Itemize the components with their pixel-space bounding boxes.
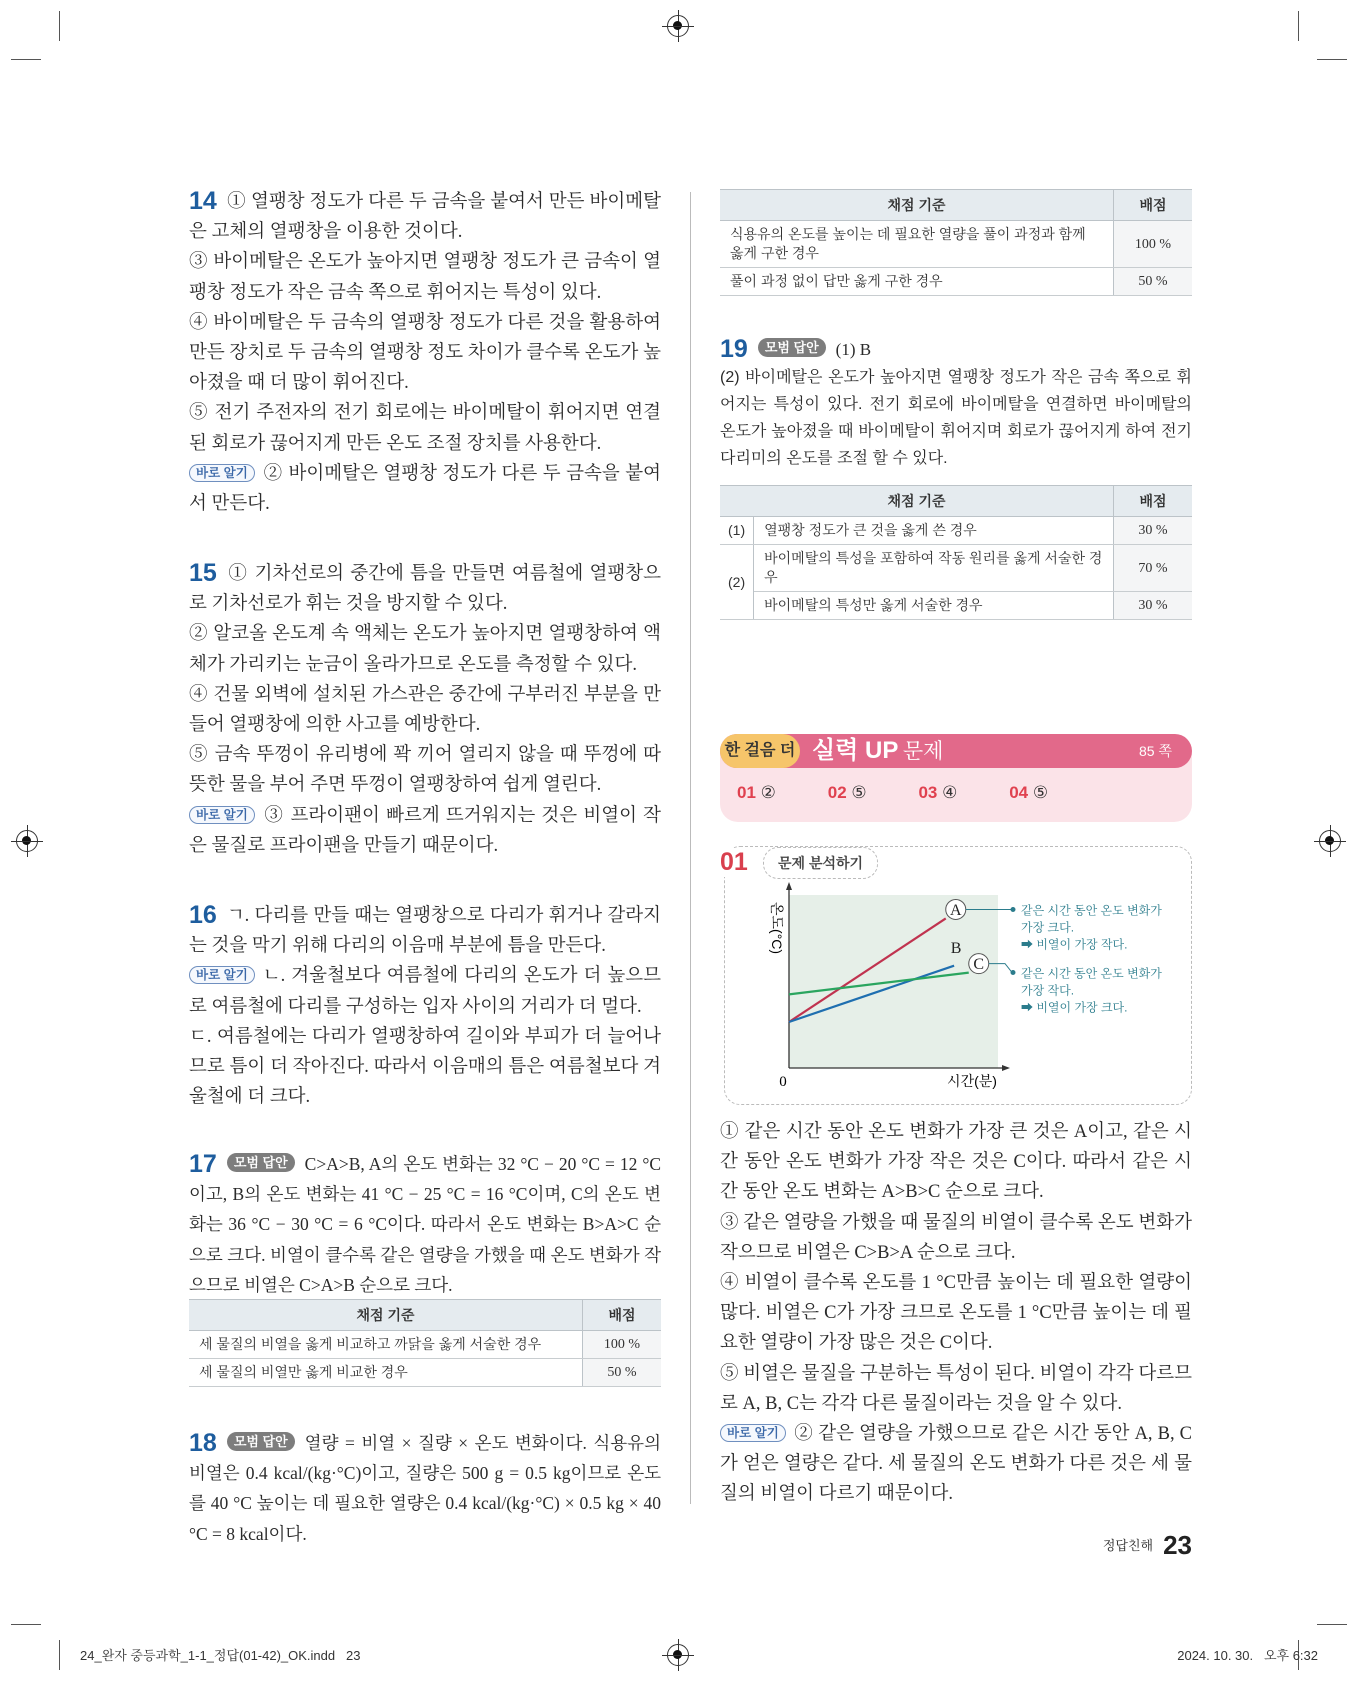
table-row — [720, 268, 1192, 296]
points: 100 % — [583, 1331, 662, 1359]
registration-mark-icon — [667, 15, 689, 37]
temperature-time-chart — [720, 846, 1192, 1105]
y-axis-label: 온도(°C) — [769, 902, 785, 955]
model-answer: (1) B — [835, 340, 872, 359]
answer-number: 01 — [737, 783, 756, 802]
print-timestamp: 2024. 10. 30. 오후 6:32 — [1177, 1648, 1318, 1663]
points: 30 % — [1114, 517, 1193, 545]
points: 70 % — [1114, 545, 1193, 592]
problem-analysis-box — [720, 846, 1192, 1105]
banner-title — [812, 734, 943, 771]
crop-mark — [59, 1640, 60, 1670]
explanation: ⑤ 전기 주전자의 전기 회로에는 바이메탈이 휘어지면 연결된 회로가 끊어지게 만든 온도 조절 장치를 사용한다. — [189, 403, 661, 454]
explanation: ③ 같은 열량을 가했을 때 물질의 비열이 클수록 온도 변화가 작으므로 비열은 C>B>A 순으로 크다. — [720, 1212, 1192, 1263]
y-axis-arrow-icon — [786, 882, 792, 890]
correction: ② 바이메탈은 열팽창 정도가 다른 두 금속을 붙여서 만든다. — [189, 463, 661, 515]
model-answer: 열량 = 비열 × 질량 × 온도 변화이다. 식용유의 비열은 0.4 kcal/(kg·°C)이고, 질량은 500 g = 0.5 kg이므로 온도를 40 °C 높이는 데 필요한 열량은 0.4 kcal/(kg·°C) × 0.5 kg × 40 °C = 8 kcal이다. — [189, 1433, 661, 1544]
criterion: 바이메탈의 특성을 포함하여 작동 원리를 옳게 서술한 경우 — [754, 545, 1114, 592]
model-answer-badge: 모범 답안 — [227, 1153, 295, 1172]
column-header: 채점 기준 — [720, 190, 1114, 221]
crop-mark — [1298, 11, 1299, 41]
annotation-text: ➡ 비열이 가장 크다. — [1021, 1000, 1128, 1015]
sub-question: (2) — [720, 545, 754, 620]
table-row — [189, 1359, 661, 1387]
annotation-text: 같은 시간 동안 온도 변화가 — [1021, 903, 1162, 918]
criterion: 바이메탈의 특성만 옳게 서술한 경우 — [754, 592, 1114, 620]
column-header: 배점 — [583, 1300, 662, 1331]
question-number: 15 — [189, 559, 217, 587]
answer-choice: ④ — [942, 783, 958, 802]
table-row — [720, 517, 1192, 545]
analysis-tab: 문제 분석하기 — [763, 847, 878, 879]
banner-title-bold: 실력 UP — [812, 737, 899, 764]
criterion: 열팽창 정도가 큰 것을 옳게 쓴 경우 — [754, 517, 1114, 545]
annotation-text: 가장 작다. — [1021, 983, 1075, 998]
model-answer: C>A>B, A의 온도 변화는 32 °C − 20 °C = 12 °C이고, B의 온도 변화는 41 °C − 25 °C = 16 °C이며, C의 온도 변화는 36 °C − 30 °C = 6 °C이다. 따라서 온도 변화는 B>A>C 순으로 크다. 비열이 클수록 같은 열량을 가했을 때 온도 변화가 작으므로 비열은 C>A>B 순으로 크다. — [189, 1154, 661, 1295]
explanation: ① 기차선로의 중간에 틈을 만들면 여름철에 열팽창으로 기차선로가 휘는 것을 방지할 수 있다. — [189, 564, 661, 615]
annotation-dot-icon — [1011, 907, 1016, 912]
criterion: 세 물질의 비열을 옳게 비교하고 까닭을 옳게 서술한 경우 — [189, 1331, 583, 1359]
crop-mark — [59, 11, 60, 41]
points: 30 % — [1114, 592, 1193, 620]
correction: ㄴ. 겨울철보다 여름철에 다리의 온도가 더 높으므로 여름철에 다리를 구성하는 입자 사이의 거리가 더 멀다. — [189, 966, 661, 1017]
explanation: ㄷ. 여름철에는 다리가 열팽창하여 길이와 부피가 더 늘어나므로 틈이 더 작아진다. 따라서 이음매의 틈은 여름철보다 겨울철에 더 크다. — [189, 1026, 662, 1108]
question-number: 19 — [720, 335, 748, 363]
answer-number: 02 — [827, 783, 847, 802]
correction: ③ 프라이팬이 빠르게 뜨거워지는 것은 비열이 작은 물질로 프라이팬을 만들기 때문이다. — [189, 805, 661, 856]
explanation: ① 같은 시간 동안 온도 변화가 가장 큰 것은 A이고, 같은 시간 동안 온도 변화가 가장 작은 것은 C이다. 따라서 같은 시간 동안 온도 변화는 A>B>C 순으로 크다. — [720, 1122, 1192, 1203]
crop-mark — [11, 1624, 41, 1625]
explanation: ㄱ. 다리를 만들 때는 열팽창으로 다리가 휘거나 갈라지는 것을 막기 위해 다리의 이음매 부분에 틈을 만든다. — [189, 906, 661, 957]
answer-14 — [189, 186, 661, 519]
origin-label: 0 — [779, 1074, 787, 1090]
question-number: 14 — [189, 187, 217, 215]
answer-choice: ⑤ — [1032, 783, 1049, 802]
column-header: 채점 기준 — [720, 486, 1114, 517]
scoring-table-19 — [720, 485, 1192, 620]
page-reference: 85 쪽 — [1139, 743, 1172, 759]
page-label — [1100, 1530, 1192, 1561]
question-number: 17 — [189, 1150, 217, 1178]
question-number: 16 — [189, 901, 217, 929]
model-answer: (2) 바이메탈은 온도가 높아지면 열팽창 정도가 작은 금속 쪽으로 휘어지는 특성이 있다. 전기 회로에 바이메탈을 연결하면 바이메탈의 온도가 높아졌을 때 바이메탈이 휘어지며 회로가 끊어지게 하여 전기다리미의 온도를 조절 할 수 있다. — [720, 369, 1192, 467]
annotation-text: 가장 크다. — [1021, 920, 1075, 935]
points: 100 % — [1114, 221, 1193, 268]
registration-mark-icon — [667, 1644, 689, 1666]
answer-15 — [189, 558, 661, 861]
question-number: 01 — [720, 848, 756, 877]
registration-mark-icon — [1319, 830, 1341, 852]
scoring-table-18 — [720, 189, 1192, 296]
answer-choice: ② — [760, 783, 776, 802]
table-row — [720, 221, 1192, 268]
skill-up-section — [720, 734, 1192, 822]
explanation: ② 알코올 온도계 속 액체는 온도가 높아지면 열팽창하여 액체가 가리키는 눈금이 올라가므로 온도를 측정할 수 있다. — [189, 624, 661, 675]
explanation: ④ 바이메탈은 두 금속의 열팽창 정도가 다른 것을 활용하여 만든 장치로 두 금속의 열팽창 정도 차이가 클수록 온도가 높아졌을 때 더 많이 휘어진다. — [189, 312, 662, 394]
series-label-b: B — [950, 940, 962, 958]
correction-badge: 바로 알기 — [189, 966, 255, 984]
crop-mark — [1317, 59, 1347, 60]
answer-17 — [189, 1149, 661, 1300]
registration-mark-icon — [16, 830, 38, 852]
banner-title-rest: 문제 — [902, 740, 944, 763]
explanation: ⑤ 금속 뚜껑이 유리병에 꽉 끼어 열리지 않을 때 뚜껑에 따뜻한 물을 부어 주면 뚜껑이 열팽창하여 쉽게 열린다. — [189, 745, 661, 796]
criterion: 세 물질의 비열만 옳게 비교한 경우 — [189, 1359, 583, 1387]
annotation-dot-icon — [1011, 970, 1016, 975]
correction-badge: 바로 알기 — [189, 464, 255, 482]
crop-mark — [1317, 1624, 1347, 1625]
annotation-text: ➡ 비열이 가장 작다. — [1021, 937, 1128, 952]
sub-question: (1) — [720, 517, 754, 545]
answer-18 — [189, 1428, 661, 1549]
criterion: 풀이 과정 없이 답만 옳게 구한 경우 — [720, 268, 1114, 296]
table-row — [189, 1331, 661, 1359]
explanation: ① 열팽창 정도가 다른 두 금속을 붙여서 만든 바이메탈은 고체의 열팽창을 이용한 것이다. — [189, 192, 661, 243]
x-axis-label: 시간(분) — [947, 1073, 997, 1089]
column-header: 배점 — [1114, 486, 1193, 517]
answer-01-explanation — [720, 1117, 1192, 1510]
correction-badge: 바로 알기 — [720, 1424, 786, 1442]
model-answer-badge: 모범 답안 — [758, 338, 826, 357]
criterion: 식용유의 온도를 높이는 데 필요한 열량을 풀이 과정과 함께 옳게 구한 경우 — [720, 221, 1114, 268]
annotation-text: 같은 시간 동안 온도 변화가 — [1021, 966, 1162, 981]
series-label-a: A — [949, 901, 962, 919]
file-slug: 24_완자 중등과학_1-1_정답(01-42)_OK.indd 23 — [80, 1648, 361, 1663]
answer-19 — [720, 336, 1192, 472]
series-label-c: C — [973, 956, 985, 974]
crop-mark — [11, 59, 41, 60]
banner-tag: 한 걸음 더 — [720, 734, 800, 768]
points: 50 % — [1114, 268, 1193, 296]
table-row — [720, 545, 1192, 592]
explanation: ④ 건물 외벽에 설치된 가스관은 중간에 구부러진 부분을 만들어 열팽창에 의한 사고를 예방한다. — [189, 684, 661, 736]
explanation: ⑤ 비열은 물질을 구분하는 특성이 된다. 비열이 각각 다르므로 A, B, C는 각각 다른 물질이라는 것을 알 수 있다. — [720, 1363, 1192, 1414]
table-row — [720, 592, 1192, 620]
points: 50 % — [583, 1359, 662, 1387]
correction: ② 같은 열량을 가했으므로 같은 시간 동안 A, B, C가 얻은 열량은 같다. 세 물질의 온도 변화가 다른 것은 세 물질의 비열이 다르기 때문이다. — [720, 1424, 1192, 1505]
section-name: 정답친해 — [1102, 1538, 1154, 1553]
x-axis-arrow-icon — [1002, 1065, 1010, 1071]
explanation: ③ 바이메탈은 온도가 높아지면 열팽창 정도가 큰 금속이 열팽창 정도가 작은 금속 쪽으로 휘어지는 특성이 있다. — [189, 252, 661, 303]
scoring-table-17 — [189, 1299, 661, 1387]
page-number: 23 — [1163, 1530, 1192, 1560]
question-number: 18 — [189, 1429, 217, 1457]
model-answer-badge: 모범 답안 — [227, 1432, 295, 1451]
column-header: 채점 기준 — [189, 1300, 583, 1331]
column-divider — [690, 192, 691, 1504]
correction-badge: 바로 알기 — [189, 806, 255, 824]
answer-16 — [189, 900, 661, 1112]
answer-number: 03 — [918, 783, 938, 802]
answer-number: 04 — [1009, 783, 1029, 802]
answer-choice: ⑤ — [851, 783, 867, 802]
explanation: ④ 비열이 클수록 온도를 1 °C만큼 높이는 데 필요한 열량이 많다. 비열은 C가 가장 크므로 온도를 1 °C만큼 높이는 데 필요한 열량이 가장 많은 것은 C이다. — [720, 1273, 1192, 1354]
answers-row — [737, 783, 1095, 803]
column-header: 배점 — [1114, 190, 1193, 221]
